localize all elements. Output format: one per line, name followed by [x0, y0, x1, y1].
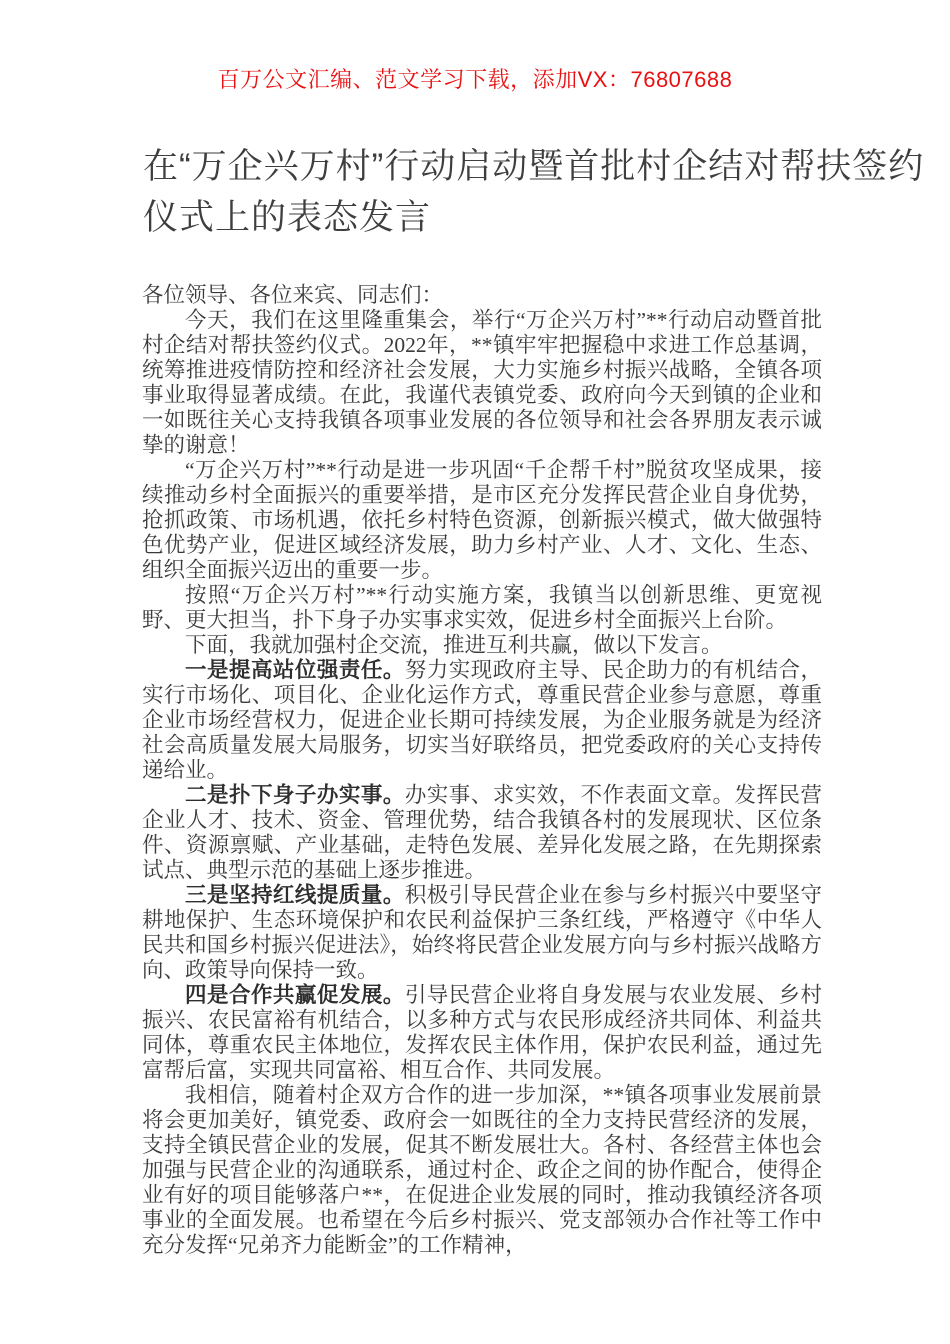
title-line-2: 仪式上的表态发言 [143, 198, 432, 237]
promo-banner: 百万公文汇编、范文学习下载，添加VX：76807688 [217, 67, 733, 92]
paragraph: 四是合作共赢促发展。引导民营企业将自身发展与农业发展、乡村振兴、农民富裕有机结合，以多种方式与农民形成经济共同体、利益共同体，尊重农民主体地位，发挥农民主体作用，保护农民利益，通过先富帮后富，实现共同富裕、相互合作、共同发展。 [142, 983, 822, 1082]
paragraph-lead: 二是扑下身子办实事。 [185, 783, 405, 807]
paragraph: 三是坚持红线提质量。积极引导民营企业在参与乡村振兴中要坚守耕地保护、生态环境保护和农民利益保护三条红线，严格遵守《中华人民共和国乡村振兴促进法》，始终将民营企业发展方向与乡村振兴战略方向、政策导向保持一致。 [142, 883, 822, 982]
paragraph: 今天，我们在这里隆重集会，举行“万企兴万村”**行动启动暨首批村企结对帮扶签约仪式。2022年，**镇牢牢把握稳中求进工作总基调，统筹推进疫情防控和经济社会发展，大力实施乡村振兴战略，全镇各项事业取得显著成绩。在此，我谨代表镇党委、政府向今天到镇的企业和一如既往关心支持我镇各项事业发展的各位领导和社会各界朋友表示诚挚的谢意！ [142, 308, 822, 457]
paragraph: 按照“万企兴万村”**行动实施方案，我镇当以创新思维、更宽视野、更大担当，扑下身子办实事求实效，促进乡村全面振兴上台阶。 [142, 583, 822, 632]
paragraph-lead: 四是合作共赢促发展。 [185, 983, 405, 1007]
paragraph: 我相信，随着村企双方合作的进一步加深，**镇各项事业发展前景将会更加美好，镇党委、政府会一如既往的全力支持民营经济的发展，支持全镇民营企业的发展，促其不断发展壮大。各村、各经营主体也会加强与民营企业的沟通联系，通过村企、政企之间的协作配合，使得企业有好的项目能够落户**，在促进企业发展的同时，推动我镇经济各项事业的全面发展。也希望在今后乡村振兴、党支部领办合作社等工作中充分发挥“兄弟齐力能断金”的工作精神， [142, 1083, 822, 1257]
document-title [143, 141, 925, 243]
title-line-1: 在“万企兴万村”行动启动暨首批村企结对帮扶签约 [143, 147, 925, 186]
paragraph: “万企兴万村”**行动是进一步巩固“千企帮千村”脱贫攻坚成果，接续推动乡村全面振兴的重要举措，是市区充分发挥民营企业自身优势，抢抓政策、市场机遇，依托乡村特色资源，创新振兴模式，做大做强特色优势产业，促进区域经济发展，助力乡村产业、人才、文化、生态、组织全面振兴迈出的重要一步。 [142, 458, 822, 582]
paragraph-lead: 一是提高站位强责任。 [185, 658, 405, 682]
paragraph: 一是提高站位强责任。努力实现政府主导、民企助力的有机结合，实行市场化、项目化、企业化运作方式，尊重民营企业参与意愿，尊重企业市场经营权力，促进企业长期可持续发展，为企业服务就是为经济社会高质量发展大局服务，切实当好联络员，把党委政府的关心支持传递给业。 [142, 658, 822, 782]
paragraph: 各位领导、各位来宾、同志们： [142, 283, 444, 307]
paragraph-lead: 三是坚持红线提质量。 [185, 883, 405, 907]
document-body [142, 283, 822, 1258]
paragraph: 下面，我就加强村企交流，推进互利共赢，做以下发言。 [185, 633, 723, 657]
paragraph: 二是扑下身子办实事。办实事、求实效，不作表面文章。发挥民营企业人才、技术、资金、管理优势，结合我镇各村的发展现状、区位条件、资源禀赋、产业基础，走特色发展、差异化发展之路，在先期探索试点、典型示范的基础上逐步推进。 [142, 783, 822, 882]
